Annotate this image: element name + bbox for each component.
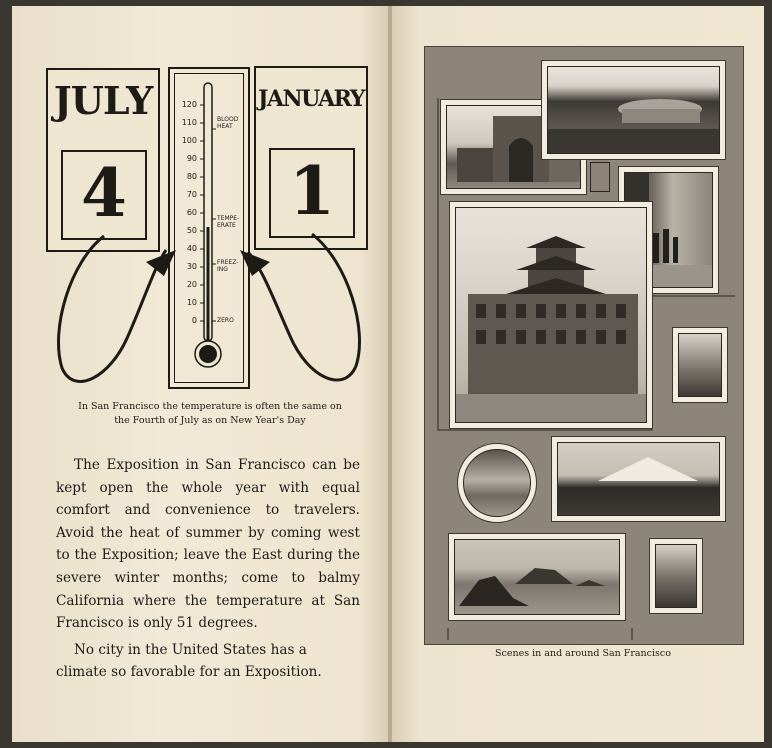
collage-decor-box (590, 162, 610, 192)
tick-label: 70 (186, 190, 197, 199)
tick-label: 40 (186, 244, 197, 253)
calendar-day-1: 1 (289, 152, 335, 230)
photo-round-lake (457, 443, 537, 523)
thermometer-caption (40, 400, 380, 428)
caption-line: the Fourth of July as on New Year's Day (114, 415, 306, 426)
zero-label: ZERO (217, 317, 234, 324)
photo-image (455, 207, 647, 423)
tick-label: 0 (191, 316, 197, 325)
tick-label: 20 (186, 280, 197, 289)
photo-image (547, 66, 720, 154)
label-line: BLOOD (217, 116, 239, 123)
mountain-illustration (558, 443, 719, 515)
collage-caption: Scenes in and around San Francisco (495, 648, 671, 659)
rocks-illustration (455, 540, 619, 614)
tick-label: 60 (186, 208, 197, 217)
photo-image (678, 333, 722, 397)
photo-seal-rocks (448, 533, 626, 621)
label-line: ERATE (217, 222, 236, 229)
label-line: HEAT (217, 123, 233, 130)
label-line: TEMPE- (217, 215, 240, 222)
tick-label: 100 (181, 136, 197, 145)
photo-mountain-small (672, 327, 728, 403)
tick-label: 30 (186, 262, 197, 271)
paragraph: No city in the United States has a climate so favorable for an Exposition. (56, 641, 322, 681)
photo-small-scene (649, 538, 703, 614)
calendar-month-january: JANUARY (258, 86, 364, 112)
photo-image (557, 442, 720, 516)
calendar-month-july: JULY (53, 78, 153, 123)
label-line: ING (217, 266, 228, 273)
photo-image (454, 539, 620, 615)
loop-arrows (0, 0, 390, 400)
tick-label: 10 (186, 298, 197, 307)
label-line: FREEZ- (217, 259, 239, 266)
photo-mount-shasta (551, 436, 726, 522)
conservatory-illustration (548, 67, 719, 153)
photo-conservatory (541, 60, 726, 160)
photo-image (463, 449, 531, 517)
photo-image (655, 544, 697, 608)
tick-label: 110 (181, 118, 197, 127)
tick-label: 90 (186, 154, 197, 163)
photo-chinatown-building (449, 201, 653, 429)
tick-label: 80 (186, 172, 197, 181)
tick-label: 50 (186, 226, 197, 235)
pagoda-illustration (456, 208, 646, 422)
body-text (56, 454, 360, 684)
caption-line: In San Francisco the temperature is often the same on (78, 401, 342, 412)
calendar-day-4: 4 (81, 154, 127, 232)
tick-label: 120 (181, 100, 197, 109)
paragraph: The Exposition in San Francisco can be kept open the whole year with equal comfort and convenience to travelers. Avoid the heat of summer by coming west to the Exposition; leave the East during the severe winter months; come to balmy California where the temperature at San Francisco is only 51 degrees. (56, 457, 360, 632)
